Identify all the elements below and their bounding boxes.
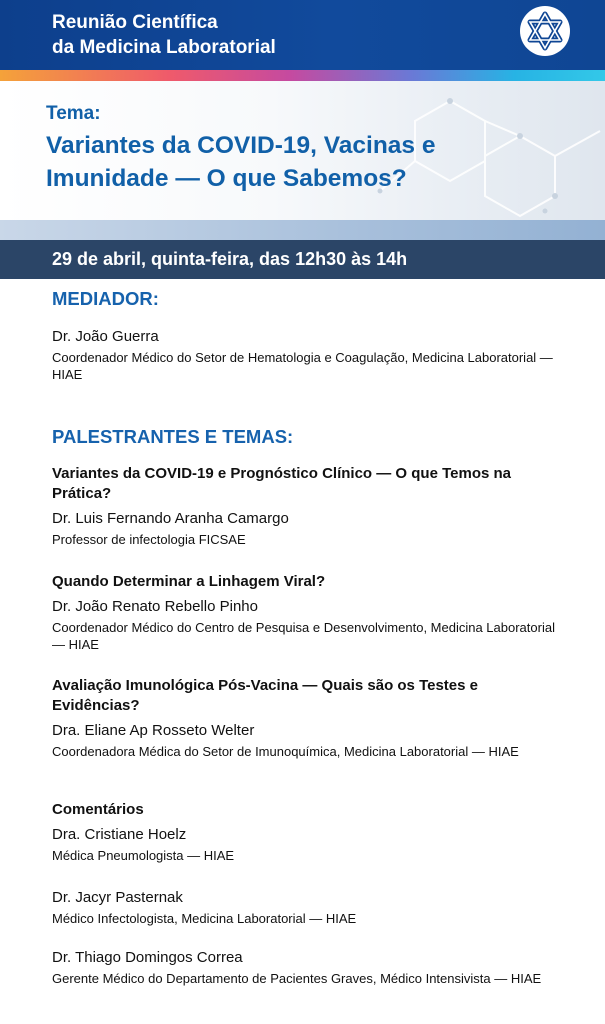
- topic-banner: [0, 81, 605, 240]
- commentator-name: Dr. Thiago Domingos Correa: [52, 949, 243, 966]
- topic-title: [46, 129, 506, 195]
- commentator-role: Médico Infectologista, Medicina Laboratorial — HIAE: [52, 911, 357, 926]
- speaker-name: Dr. Luis Fernando Aranha Camargo: [52, 510, 289, 527]
- commentator-name: Dra. Cristiane Hoelz: [52, 826, 187, 843]
- mediator-name: Dr. João Guerra: [52, 328, 159, 345]
- rainbow-stripe: [0, 70, 605, 81]
- event-title: [52, 10, 276, 60]
- event-date-time: 29 de abril, quinta-feira, das 12h30 às 14h: [52, 249, 408, 269]
- topic-title-line1: Variantes da COVID-19, Vacinas e: [46, 132, 436, 159]
- commentator-item: [52, 888, 562, 927]
- comments-block: [52, 800, 562, 864]
- header-bar: [0, 0, 605, 70]
- talk-title: Avaliação Imunológica Pós-Vacina — Quais são os Testes e Evidências?: [52, 677, 478, 714]
- event-title-line2: da Medicina Laboratorial: [52, 37, 276, 58]
- speakers-heading: PALESTRANTES E TEMAS:: [52, 426, 294, 447]
- speaker-name: Dra. Eliane Ap Rosseto Welter: [52, 722, 255, 739]
- mediator-heading: MEDIADOR:: [52, 288, 159, 309]
- event-title-line1: Reunião Científica: [52, 12, 218, 33]
- mediator-block: [52, 327, 562, 383]
- topic-title-line2: Imunidade — O que Sabemos?: [46, 165, 407, 192]
- banner-bottom-strip: [0, 220, 605, 240]
- commentator-name: Dr. Jacyr Pasternak: [52, 889, 183, 906]
- commentator-role: Gerente Médico do Departamento de Pacientes Graves, Médico Intensivista — HIAE: [52, 971, 542, 986]
- talk-title: Variantes da COVID-19 e Prognóstico Clínico — O que Temos na Prática?: [52, 465, 511, 502]
- topic-label: Tema:: [46, 103, 101, 124]
- star-of-david-logo-icon: [518, 4, 572, 58]
- commentator-item: [52, 948, 562, 987]
- talk-item: [52, 464, 562, 548]
- commentator-role: Médica Pneumologista — HIAE: [52, 848, 235, 863]
- speaker-name: Dr. João Renato Rebello Pinho: [52, 598, 258, 615]
- mediator-role: Coordenador Médico do Setor de Hematologia e Coagulação, Medicina Laboratorial — HIAE: [52, 350, 553, 382]
- date-bar: [0, 240, 605, 279]
- speaker-role: Coordenadora Médica do Setor de Imunoquímica, Medicina Laboratorial — HIAE: [52, 744, 519, 759]
- comments-heading: Comentários: [52, 801, 144, 818]
- talk-item: [52, 572, 562, 653]
- talk-title: Quando Determinar a Linhagem Viral?: [52, 573, 326, 590]
- talk-item: [52, 676, 562, 760]
- speaker-role: Professor de infectologia FICSAE: [52, 532, 246, 547]
- speaker-role: Coordenador Médico do Centro de Pesquisa e Desenvolvimento, Medicina Laboratorial — HIAE: [52, 620, 555, 652]
